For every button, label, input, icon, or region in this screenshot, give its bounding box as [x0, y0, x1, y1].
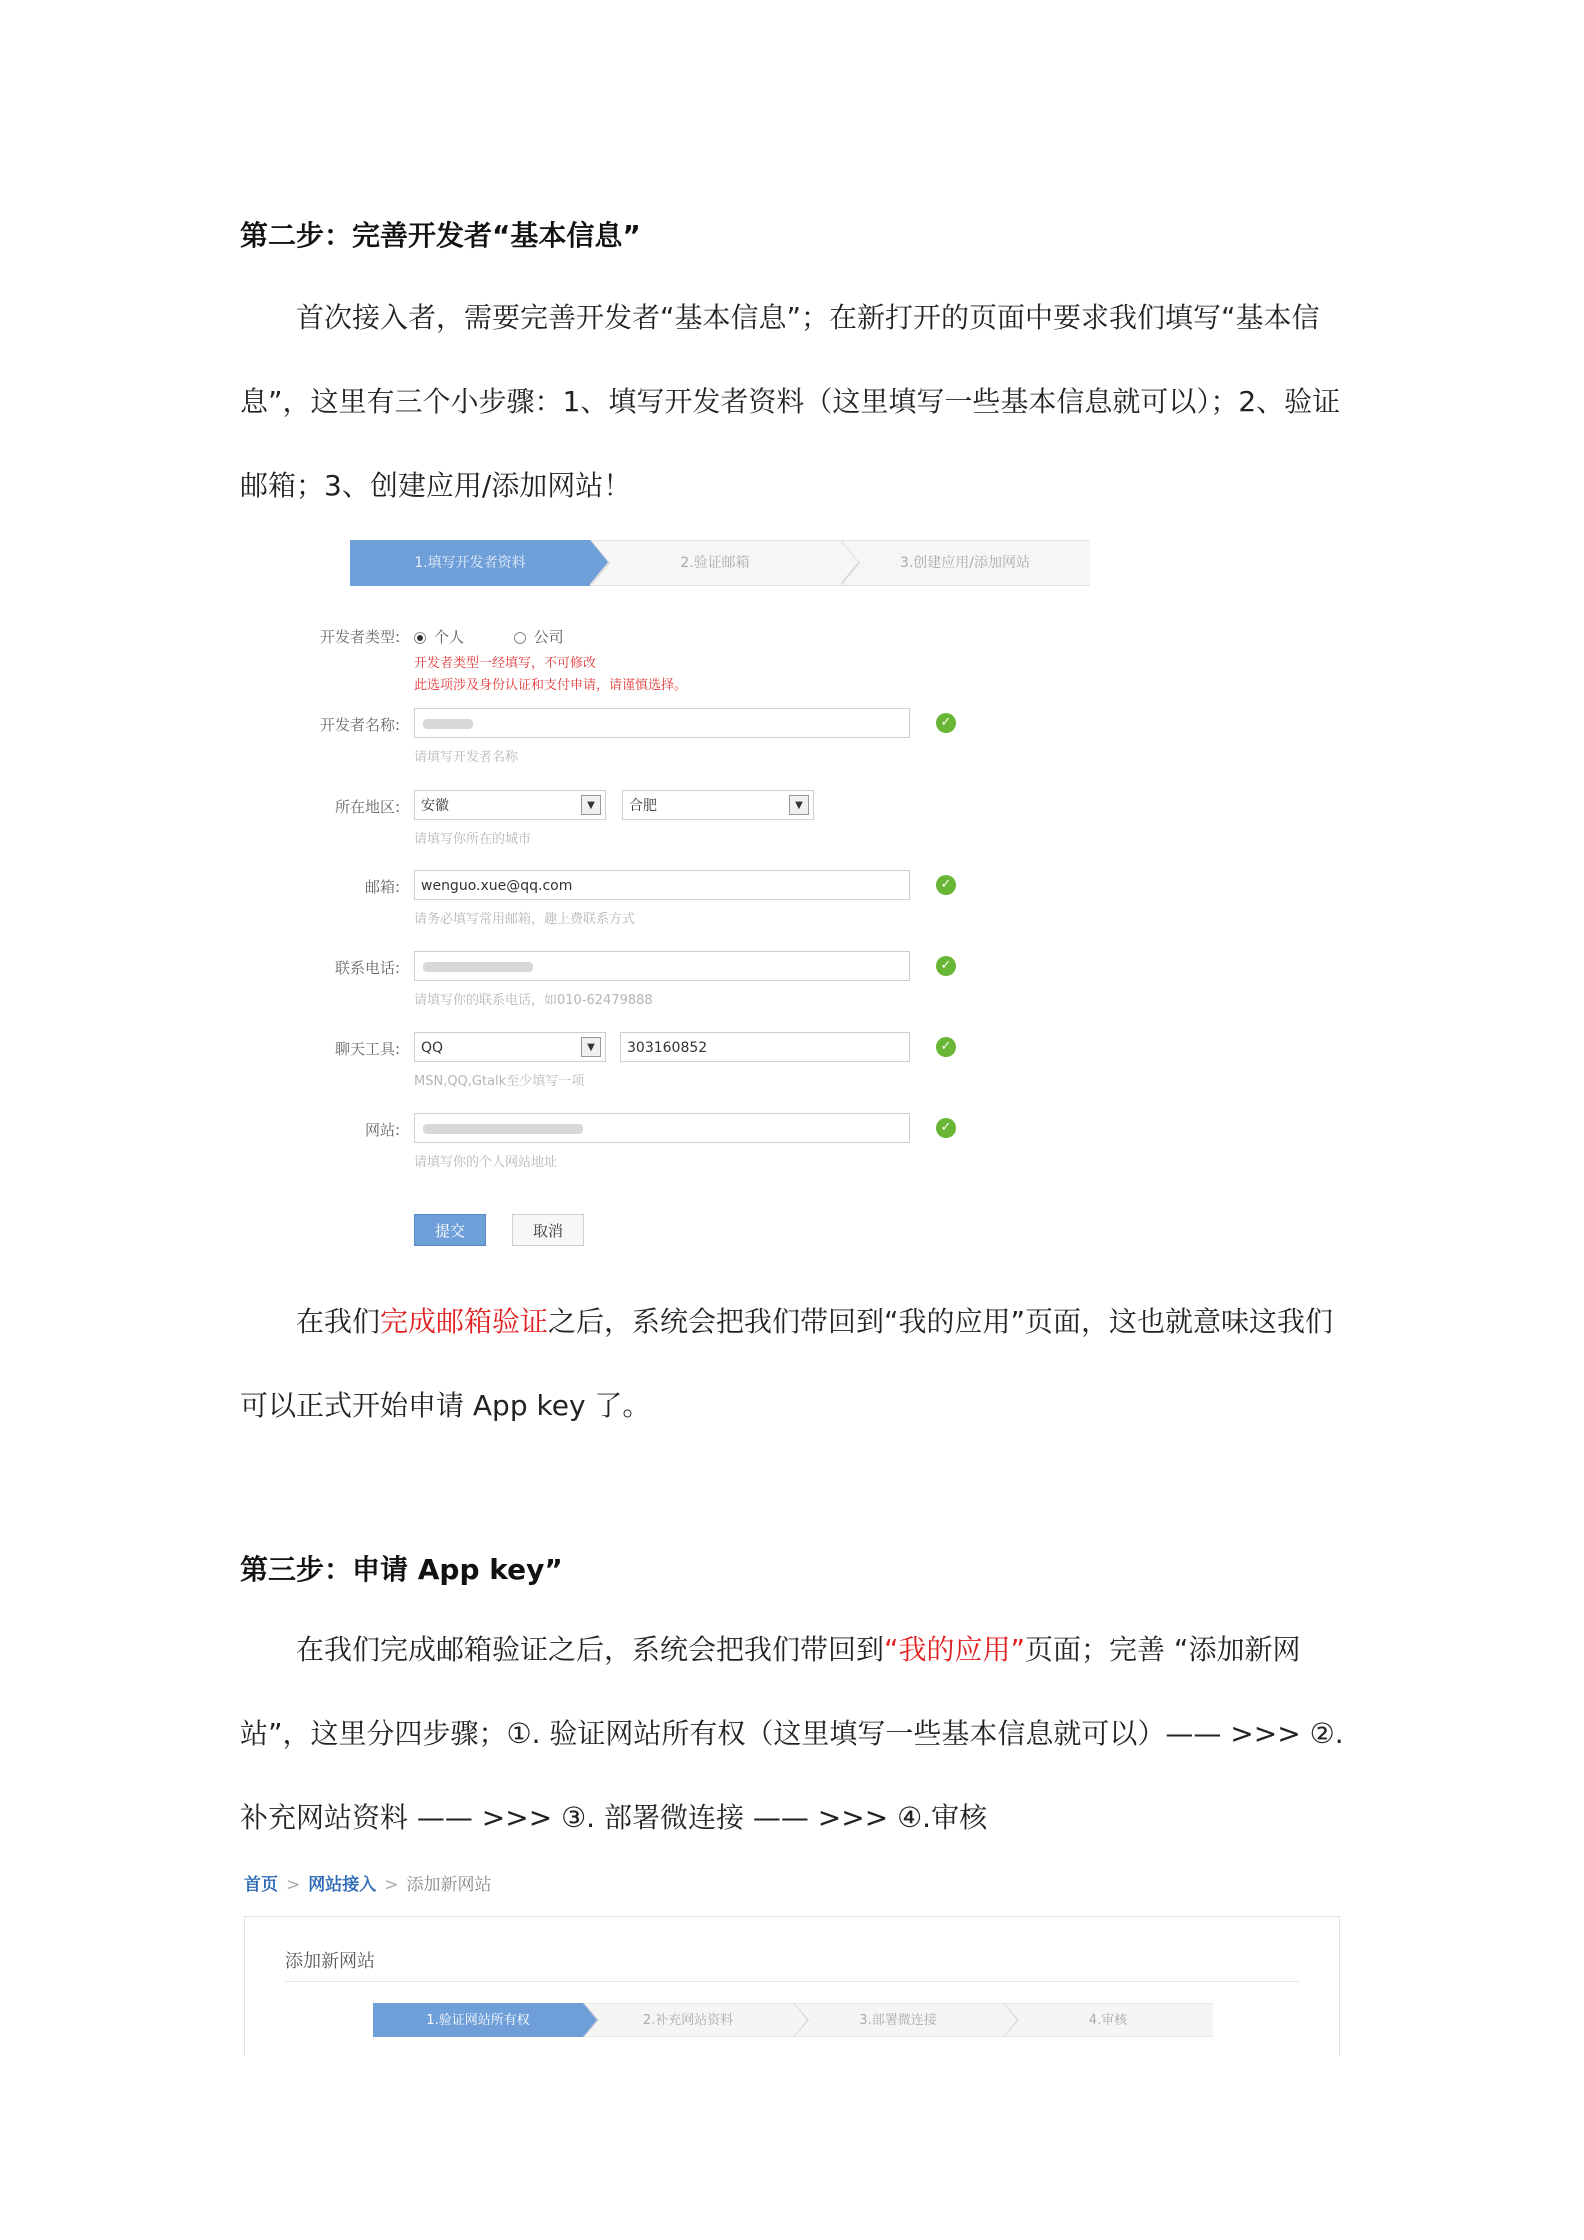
region-hint: 请填写你所在的城市 [414, 832, 532, 847]
section3-paragraph [240, 1608, 1355, 1860]
province-select[interactable] [414, 790, 606, 820]
after-form-text-2: 之后，系统会把我们带回到“我的应用”页面，这也就意味这我们可以正式开始申请 App key 了。 [240, 1305, 1334, 1422]
developer-type-warning-1: 开发者类型一经填写，不可修改 [414, 656, 597, 671]
website-input[interactable] [414, 1113, 910, 1143]
form-step-bar [350, 540, 1090, 584]
phone-hint: 请填写你的联系电话，如010-62479888 [414, 993, 653, 1008]
region-label: 所在地区: [334, 798, 400, 816]
form-step-2 [590, 540, 840, 586]
chevron-down-icon: ▼ [581, 1037, 601, 1057]
section2-paragraph [240, 276, 1355, 528]
developer-type-options [414, 626, 564, 647]
phone-input[interactable] [414, 951, 910, 981]
check-icon: ✓ [936, 875, 956, 895]
cancel-button[interactable]: 取消 [512, 1214, 584, 1246]
panel-title: 添加新网站 [285, 1951, 375, 1972]
im-label: 聊天工具: [334, 1040, 400, 1058]
after-form-text-1: 在我们 [296, 1305, 381, 1338]
website-hint: 请填写你的个人网站地址 [414, 1155, 558, 1170]
form-step-3 [840, 540, 1090, 586]
section3-highlight: “我的应用” [884, 1633, 1026, 1666]
province-value: 安徽 [421, 798, 449, 814]
chevron-down-icon: ▼ [581, 795, 601, 815]
breadcrumb-current: 添加新网站 [406, 1875, 492, 1895]
radio-company-label: 公司 [533, 628, 564, 646]
website-step-bar [373, 2003, 1213, 2037]
city-value: 合肥 [629, 798, 657, 814]
website-step-3-label: 3.部署微连接 [859, 2013, 937, 2028]
im-type-select[interactable] [414, 1032, 606, 1062]
email-hint: 请务必填写常用邮箱，趣上费联系方式 [414, 912, 636, 927]
website-step-1 [373, 2003, 583, 2037]
radio-personal-label: 个人 [434, 628, 465, 646]
radio-personal[interactable] [414, 632, 426, 644]
section2-paragraph-text: 首次接入者，需要完善开发者“基本信息”；在新打开的页面中要求我们填写“基本信息”，这里有三个小步骤：1、填写开发者资料（这里填写一些基本信息就可以）；2、验证邮箱；3、创建应用/添加网站！ [240, 301, 1341, 502]
website-step-2 [583, 2003, 793, 2037]
after-form-paragraph [240, 1280, 1355, 1448]
section3-text-2: 页面；完善 “添加新网站”，这里分四步骤；①. 验证网站所有权（这里填写一些基本信息就可以）—— >>> ②. 补充网站资料 —— >>> ③. 部署微连接 —— >>> ④.审核 [240, 1633, 1344, 1834]
radio-company[interactable] [514, 632, 526, 644]
website-step-4-label: 4.审核 [1088, 2013, 1128, 2028]
im-account-input[interactable]: 303160852 [620, 1032, 910, 1062]
submit-button[interactable]: 提交 [414, 1214, 486, 1246]
form-step-1-label: 1.填写开发者资料 [414, 555, 526, 571]
form-step-1 [350, 540, 590, 586]
developer-form-screenshot [290, 540, 1130, 1260]
website-label: 网站: [364, 1121, 400, 1139]
form-step-2-label: 2.验证邮箱 [680, 555, 750, 571]
chevron-down-icon: ▼ [789, 795, 809, 815]
phone-label: 联系电话: [334, 959, 400, 977]
panel-divider [285, 1981, 1299, 1982]
section3-heading: 第三步：申请 App key” [240, 1553, 563, 1586]
email-label: 邮箱: [364, 878, 400, 896]
after-form-highlight: 完成邮箱验证 [380, 1305, 549, 1338]
im-hint: MSN,QQ,Gtalk至少填写一项 [414, 1074, 585, 1089]
developer-type-warning-2: 此选项涉及身份认证和支付申请，请谨慎选择。 [414, 678, 688, 693]
add-website-panel [244, 1916, 1340, 2056]
website-step-2-label: 2.补充网站资料 [642, 2013, 734, 2028]
form-step-3-label: 3.创建应用/添加网站 [899, 555, 1031, 571]
developer-name-label: 开发者名称: [319, 716, 400, 734]
breadcrumb [244, 1870, 492, 1895]
check-icon: ✓ [936, 956, 956, 976]
developer-name-input[interactable] [414, 708, 910, 738]
email-input[interactable]: wenguo.xue@qq.com [414, 870, 910, 900]
check-icon: ✓ [936, 713, 956, 733]
breadcrumb-separator: > [384, 1875, 399, 1895]
city-select[interactable] [622, 790, 814, 820]
breadcrumb-site-access[interactable]: 网站接入 [308, 1875, 377, 1895]
breadcrumb-home[interactable]: 首页 [244, 1875, 278, 1895]
developer-type-label: 开发者类型: [319, 628, 400, 646]
website-step-1-label: 1.验证网站所有权 [426, 2013, 530, 2028]
developer-name-hint: 请填写开发者名称 [414, 750, 519, 765]
section2-heading: 第二步：完善开发者“基本信息” [240, 219, 641, 252]
im-type-value: QQ [421, 1040, 444, 1056]
website-step-4 [1003, 2003, 1213, 2037]
check-icon: ✓ [936, 1037, 956, 1057]
check-icon: ✓ [936, 1118, 956, 1138]
website-step-3 [793, 2003, 1003, 2037]
breadcrumb-separator: > [286, 1875, 301, 1895]
section3-text-1: 在我们完成邮箱验证之后，系统会把我们带回到 [296, 1633, 885, 1666]
